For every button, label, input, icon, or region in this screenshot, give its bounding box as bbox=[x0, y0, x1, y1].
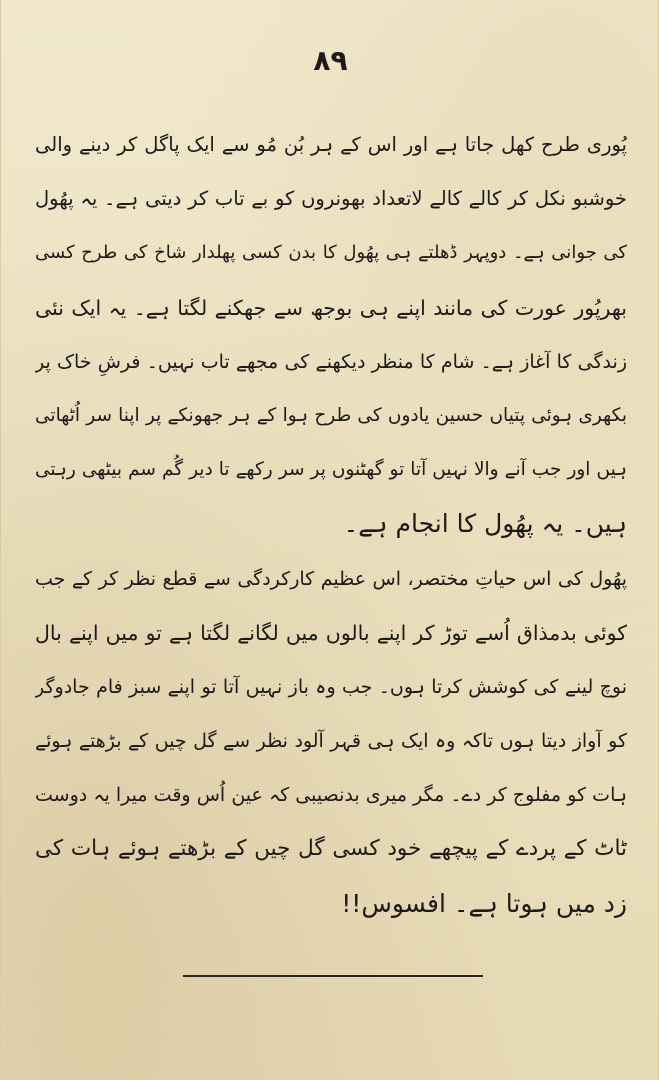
text-line: ٹاٹ کے پردے کے پیچھے خود کسی گل چیں کے بڑھتے ہوئے ہات کی bbox=[35, 836, 627, 862]
body-text bbox=[35, 118, 627, 931]
text-line: نوچ لینے کی کوشش کرتا ہوں۔ جب وہ باز نہیں آتا تو اپنے سبز فام جادوگر bbox=[35, 675, 627, 698]
text-line: خوشبو نکل کر کالے کالے لاتعداد بھونروں کو بے تاب کر دیتی ہے۔ یہ پھُول bbox=[35, 187, 627, 211]
text-line: کو آواز دیتا ہوں تاکہ وہ ایک ہی قہر آلود نظر سے گل چیں کے بڑھتے ہوئے bbox=[35, 730, 627, 753]
text-line: کوئی بدمذاق اُسے توڑ کر اپنے بالوں میں لگانے لگتا ہے تو میں اپنے بال bbox=[35, 620, 627, 645]
text-line: زندگی کا آغاز ہے۔ شام کا منظر دیکھنے کی مجھے تاب نہیں۔ فرشِ خاک پر bbox=[35, 350, 627, 373]
text-line: بھرپُور عورت کی مانند اپنے ہی بوجھ سے جھکنے لگتا ہے۔ یہ ایک نئی bbox=[35, 295, 627, 320]
paragraph-1 bbox=[35, 118, 627, 552]
text-line: کی جوانی ہے۔ دوپہر ڈھلتے ہی پھُول کا بدن کسی پھلدار شاخ کی طرح کسی bbox=[35, 242, 627, 264]
text-line: ہیں۔ یہ پھُول کا انجام ہے۔ bbox=[343, 509, 627, 539]
text-line: ہات کو مفلوج کر دے۔ مگر میری بدنصیبی کہ عین اُس وقت میرا یہ دوست bbox=[35, 784, 627, 807]
text-line: پھُول کی اس حیاتِ مختصر، اس عظیم کارکردگی سے قطع نظر کر کے جب bbox=[35, 567, 627, 590]
text-line: زد میں ہوتا ہے۔ افسوس!! bbox=[341, 888, 627, 918]
text-line: بکھری ہوئی پتیاں حسین یادوں کی طرح ہوا کے ہر جھونکے پر اپنا سر اُٹھاتی bbox=[35, 404, 627, 426]
page-number: ۸۹ bbox=[313, 44, 348, 77]
end-rule bbox=[183, 975, 483, 977]
paragraph-2 bbox=[35, 552, 627, 931]
text-line: پُوری طرح کھل جاتا ہے اور اس کے ہر بُن مُو سے ایک پاگل کر دینے والی bbox=[35, 133, 627, 156]
text-line: ہیں اور جب آنے والا نہیں آتا تو گھٹنوں پر سر رکھے تا دیر گُم سم بیٹھی رہتی bbox=[35, 459, 627, 481]
